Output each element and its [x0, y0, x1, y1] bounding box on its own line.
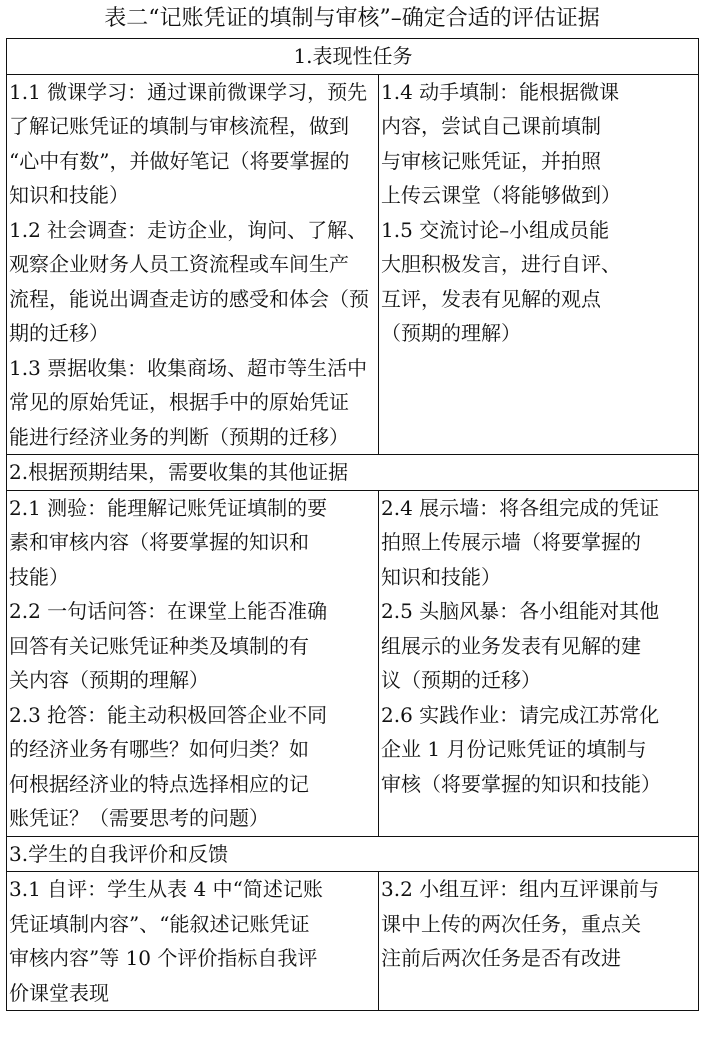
section-3-left-cell [7, 872, 379, 1011]
section-2-right-cell [379, 490, 699, 836]
cell-text: 1.1 微课学习：通过课前微课学习，预先 了解记账凭证的填制与审核流程，做到 “心中有数”，并做好笔记（将要掌握的 知识和技能） 1.2 社会调查：走访企业，询问、了解、 观察企业财务人员工资流程或车间生产 流程，能说出调查走访的感受和体会（预 期的迁移） 1.3 票据收集：收集商场、超市等生活中 常见的原始凭证，根据手中的原始凭证 能进行经济业务的判断（预期的迁移） [9, 79, 369, 449]
section-1-heading-row [7, 39, 699, 75]
section-heading: 1.表现性任务 [7, 39, 699, 75]
section-1-left-cell [7, 74, 379, 455]
cell-text: 1.4 动手填制：能根据微课 内容，尝试自己课前填制 与审核记账凭证，并拍照 上传云课堂（将能够做到） 1.5 交流讨论–小组成员能 大胆积极发言，进行自评、 互评，发表有见解的观点 （预期的理解） [381, 79, 621, 345]
section-3-right-cell [379, 872, 699, 1011]
evidence-table [6, 38, 699, 1011]
section-3-content-row [7, 872, 699, 1011]
section-1-right-cell [379, 74, 699, 455]
cell-text: 3.2 小组互评：组内互评课前与 课中上传的两次任务，重点关 注前后两次任务是否有改进 [381, 877, 660, 970]
section-3-heading-row [7, 836, 699, 872]
section-heading: 3.学生的自我评价和反馈 [7, 836, 699, 872]
section-2-heading-row [7, 455, 699, 491]
section-heading: 2.根据预期结果，需要收集的其他证据 [7, 455, 699, 491]
section-1-content-row [7, 74, 699, 455]
section-2-left-cell [7, 490, 379, 836]
section-2-content-row [7, 490, 699, 836]
table-title: 表二“记账凭证的填制与审核”–确定合适的评估证据 [104, 6, 600, 31]
cell-text: 3.1 自评：学生从表 4 中“简述记账 凭证填制内容”、“能叙述记账凭证 审核内容”等 10 个评价指标自我评 价课堂表现 [9, 877, 323, 1005]
cell-text: 2.4 展示墙：将各组完成的凭证 拍照上传展示墙（将要掌握的 知识和技能） 2.5 头脑风暴：各小组能对其他 组展示的业务发表有见解的建 议（预期的迁移） 2.6 实践作业：请完成江苏常化 企业 1 月份记账凭证的填制与 审核（将要掌握的知识和技能） [381, 495, 661, 796]
cell-text: 2.1 测验：能理解记账凭证填制的要 素和审核内容（将要掌握的知识和 技能） 2.2 一句话问答：在课堂上能否准确 回答有关记账凭证种类及填制的有 关内容（预期的理解） 2.3 抢答：能主动积极回答企业不同 的经济业务有哪些？如何归类？如 何根据经济业的特点选择相应的记 账凭证？（需要思考的问题） [9, 495, 328, 830]
